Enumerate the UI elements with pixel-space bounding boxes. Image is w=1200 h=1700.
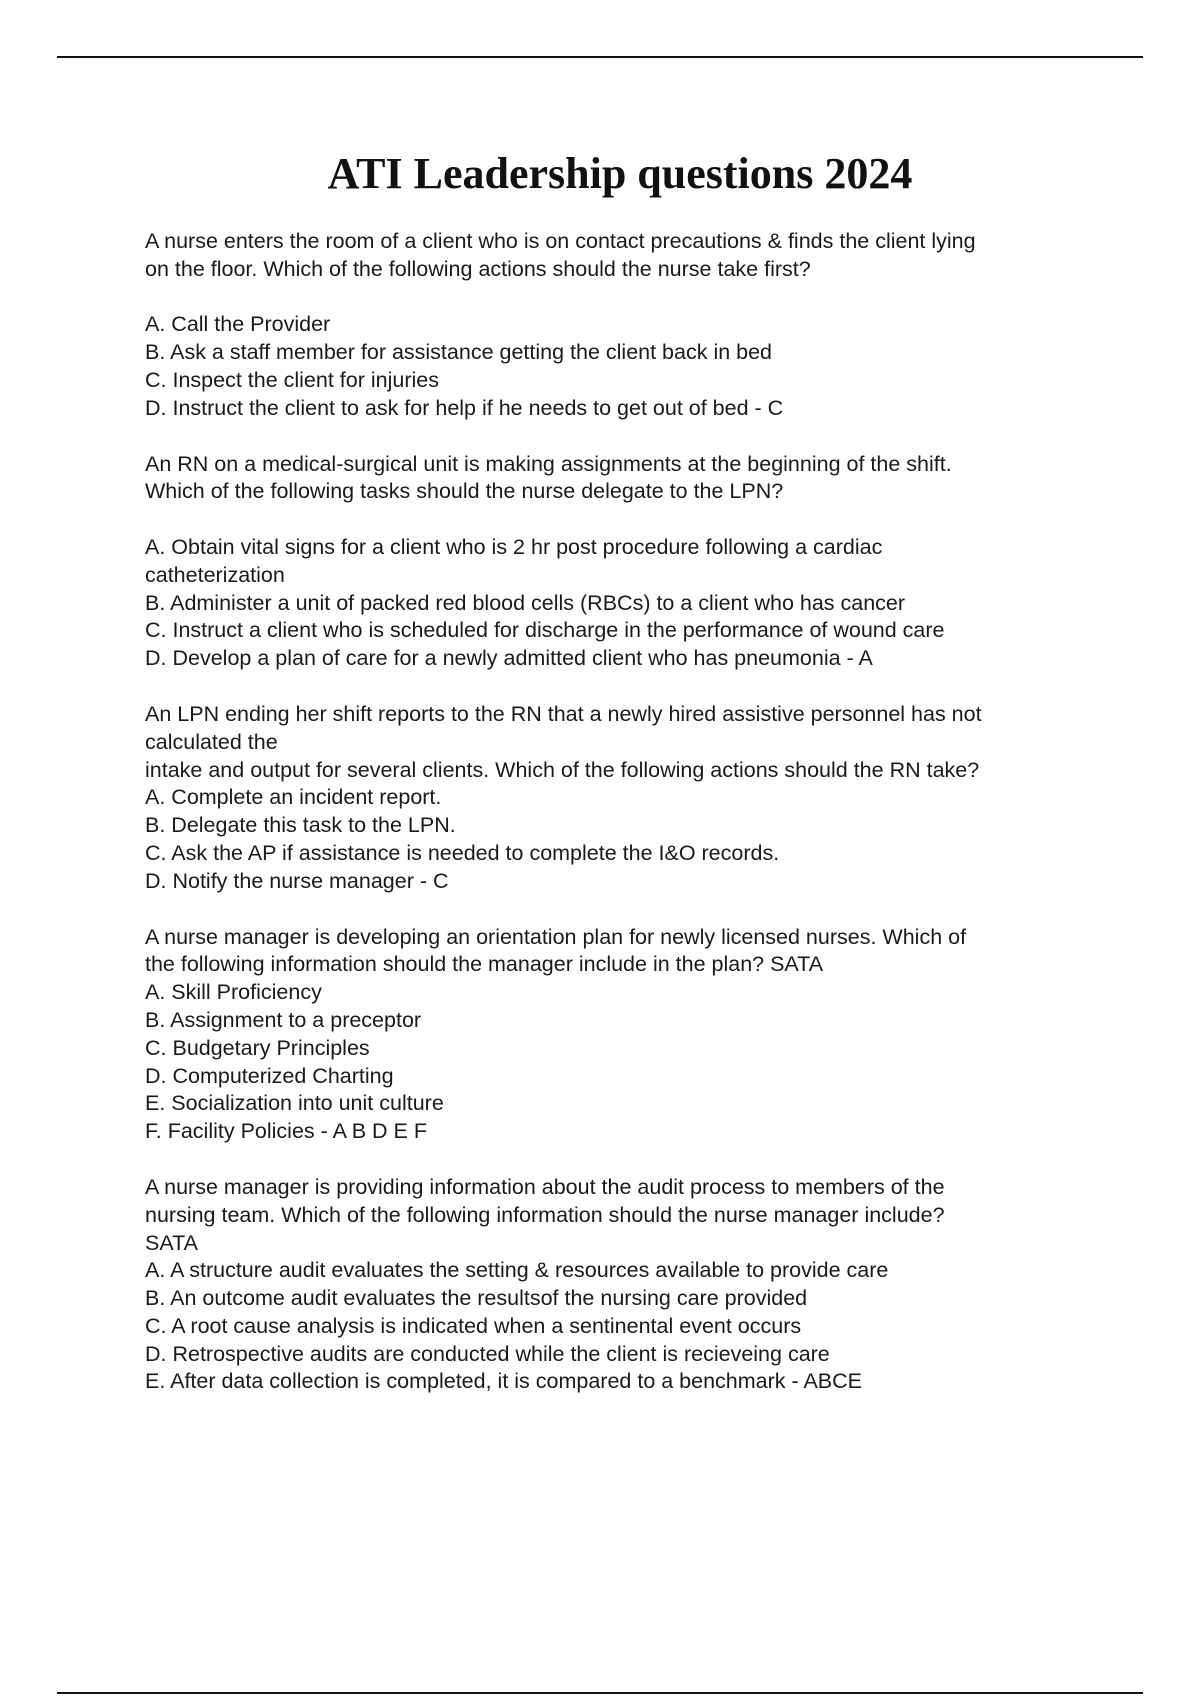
answer-option: D. Computerized Charting [145,1063,394,1088]
answer-option: C. Budgetary Principles [145,1035,370,1060]
answer-option: A. Call the Provider [145,312,331,337]
question-2 [145,451,1095,673]
answer-option: B. An outcome audit evaluates the resultsof the nursing care provided [145,1286,808,1311]
answer-option: B. Assignment to a preceptor [145,1007,422,1032]
question-3 [145,701,1095,896]
answer-option: B. Ask a staff member for assistance getting the client back in bed [145,340,773,365]
answer-option: C. Instruct a client who is scheduled for discharge in the performance of wound care [145,618,945,643]
question-stem-line: A nurse manager is providing information about the audit process to members of the [145,1174,945,1199]
top-rule [57,56,1143,58]
question-stem-line: on the floor. Which of the following actions should the nurse take first? [145,256,811,281]
answer-option: A. Skill Proficiency [145,980,322,1005]
question-stem-line: An LPN ending her shift reports to the RN that a newly hired assistive personnel has not [145,701,982,726]
answer-option: catheterization [145,562,285,587]
question-stem-line: the following information should the manager include in the plan? SATA [145,952,824,977]
answer-option: C. Ask the AP if assistance is needed to complete the I&O records. [145,840,780,865]
answer-option: C. Inspect the client for injuries [145,367,439,392]
answer-option: B. Administer a unit of packed red blood cells (RBCs) to a client who has cancer [145,590,906,615]
answer-option: D. Develop a plan of care for a newly admitted client who has pneumonia - A [145,646,873,671]
question-stem-line: An RN on a medical-surgical unit is making assignments at the beginning of the shift. [145,451,952,476]
answer-option: B. Delegate this task to the LPN. [145,813,456,838]
answer-option: E. After data collection is completed, it is compared to a benchmark - ABCE [145,1369,863,1394]
bottom-rule [57,1692,1143,1694]
answer-option: A. A structure audit evaluates the setting & resources available to provide care [145,1258,889,1283]
question-stem-line: Which of the following tasks should the nurse delegate to the LPN? [145,479,784,504]
question-5 [145,1174,1095,1396]
question-stem-line: nursing team. Which of the following information should the nurse manager include? [145,1202,945,1227]
answer-option: A. Complete an incident report. [145,785,442,810]
answer-option: D. Notify the nurse manager - C [145,868,449,893]
question-stem-line: calculated the [145,729,278,754]
question-stem-line: intake and output for several clients. Which of the following actions should the RN take? [145,757,980,782]
answer-option: E. Socialization into unit culture [145,1091,444,1116]
question-stem-line: A nurse manager is developing an orientation plan for newly licensed nurses. Which of [145,924,967,949]
answer-option: D. Instruct the client to ask for help if he needs to get out of bed - C [145,395,784,420]
question-stem-line: A nurse enters the room of a client who is on contact precautions & finds the client lying [145,229,976,253]
question-1 [145,228,1095,423]
answer-option: D. Retrospective audits are conducted while the client is recieveing care [145,1341,830,1366]
page-title: ATI Leadership questions 2024 [327,149,913,198]
document-body [145,228,1095,1396]
question-4 [145,924,1095,1146]
answer-option: C. A root cause analysis is indicated when a sentinental event occurs [145,1313,802,1338]
question-stem-line: SATA [145,1230,198,1255]
answer-option: A. Obtain vital signs for a client who is 2 hr post procedure following a cardiac [145,534,883,559]
answer-option: F. Facility Policies - A B D E F [145,1119,427,1144]
